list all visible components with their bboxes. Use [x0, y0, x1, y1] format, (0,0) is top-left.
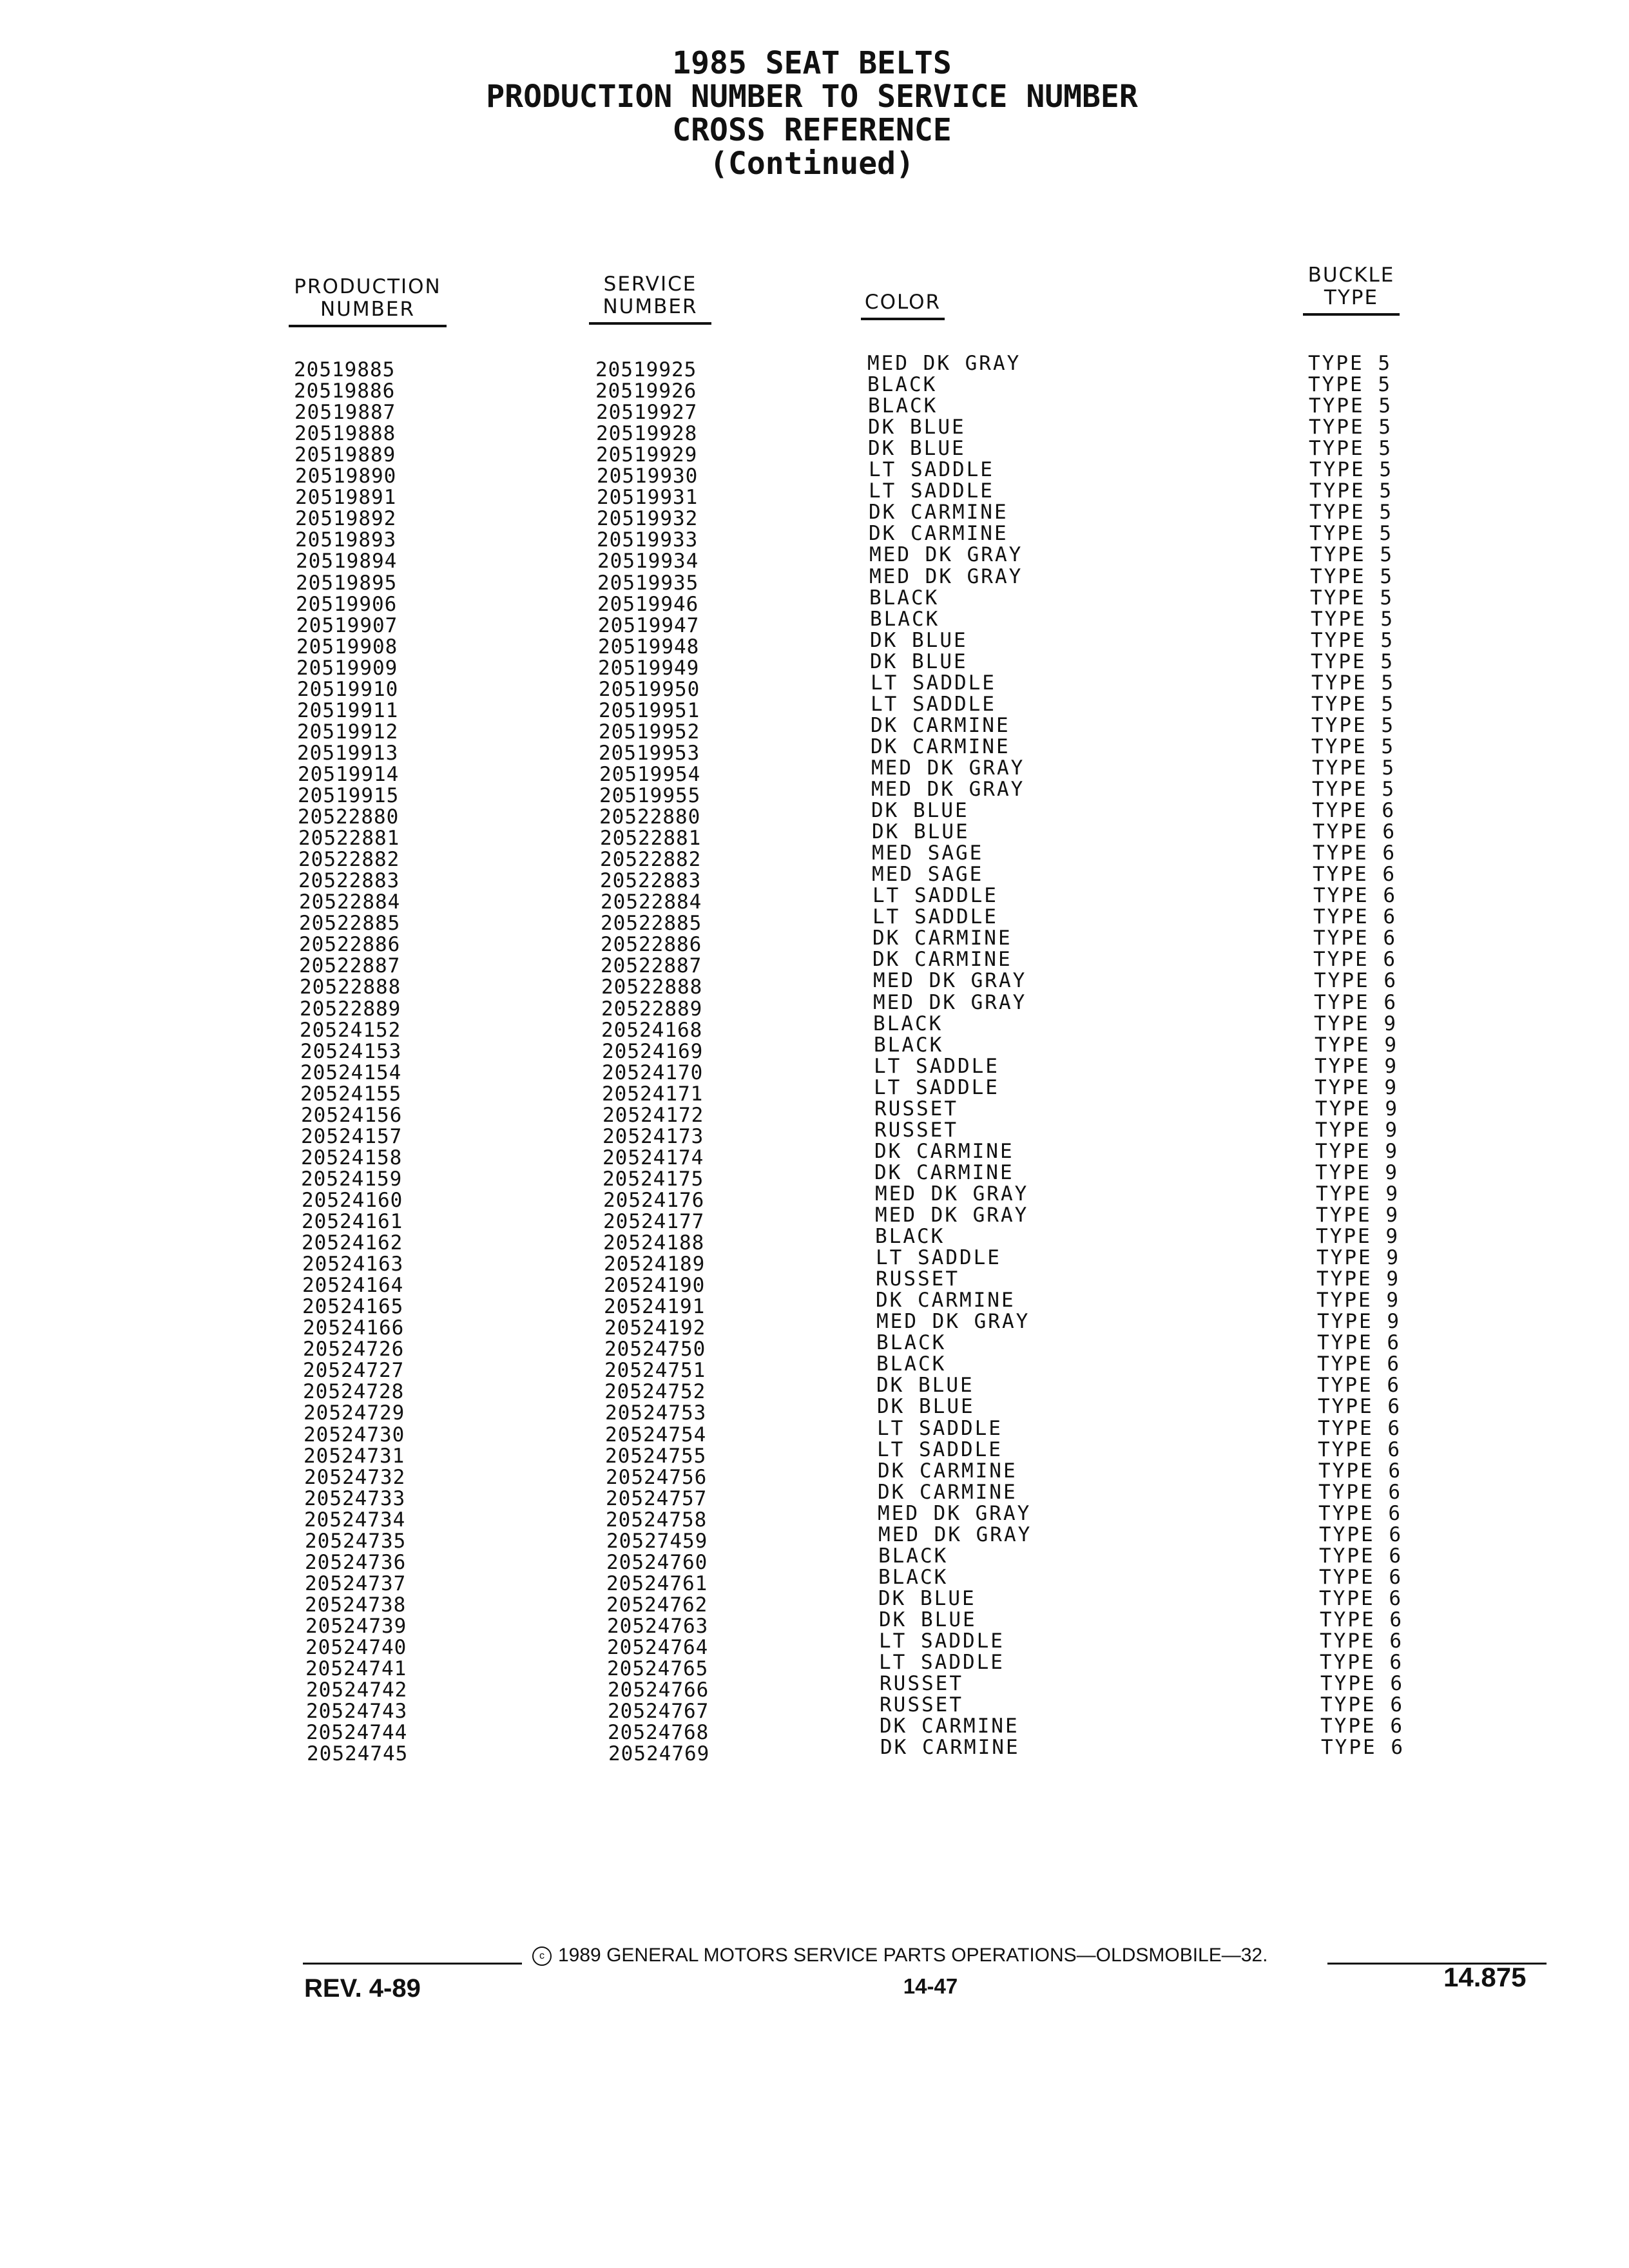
column-header-line: TYPE — [1324, 286, 1379, 309]
buckle-type-cell: TYPE 6 — [1320, 1715, 1404, 1738]
service-number-cell: 20519929 — [596, 443, 698, 466]
production-number-cell: 20519893 — [295, 528, 397, 552]
production-number-cell: 20524164 — [302, 1274, 404, 1297]
buckle-type-cell: TYPE 6 — [1314, 969, 1398, 992]
service-number-cell: 20524173 — [602, 1125, 704, 1148]
title-line-3: CROSS REFERENCE — [672, 112, 952, 148]
service-number-cell: 20522880 — [599, 805, 701, 829]
color-cell: MED DK GRAY — [871, 778, 1025, 801]
color-cell: MED DK GRAY — [873, 991, 1027, 1014]
service-number-cell: 20519934 — [597, 550, 699, 573]
service-number-cell: 20524171 — [602, 1082, 704, 1106]
buckle-type-cell: TYPE 5 — [1309, 479, 1393, 503]
buckle-type-cell: TYPE 6 — [1320, 1672, 1404, 1695]
title-line-4: (Continued) — [709, 146, 914, 182]
production-number-cell: 20519891 — [295, 486, 397, 509]
production-number-cell: 20522889 — [300, 997, 401, 1021]
production-number-cell: 20524743 — [306, 1700, 408, 1723]
production-number-cell: 20522885 — [299, 912, 401, 935]
service-number-cell: 20522882 — [600, 848, 702, 871]
color-cell: BLACK — [873, 1012, 943, 1035]
service-number-cell: 20524176 — [603, 1189, 705, 1212]
color-cell: LT SADDLE — [869, 458, 994, 481]
color-cell: DK CARMINE — [878, 1459, 1017, 1483]
color-cell: MED SAGE — [872, 841, 984, 865]
production-number-cell: 20519913 — [297, 742, 399, 765]
production-number-cell: 20524160 — [302, 1189, 403, 1212]
color-cell: LT SADDLE — [879, 1629, 1005, 1653]
production-number-cell: 20519894 — [296, 550, 398, 573]
service-number-cell: 20524761 — [606, 1572, 708, 1595]
buckle-type-cell: TYPE 5 — [1309, 522, 1393, 545]
color-cell: MED DK GRAY — [867, 352, 1021, 375]
service-number-cell: 20524754 — [605, 1423, 707, 1446]
service-number-cell: 20524769 — [608, 1742, 710, 1765]
buckle-type-cell: TYPE 5 — [1311, 629, 1394, 652]
buckle-type-cell: TYPE 9 — [1316, 1225, 1400, 1248]
production-number-cell: 20524741 — [305, 1657, 407, 1680]
column-header-line: NUMBER — [602, 295, 698, 318]
service-number-cell: 20524765 — [607, 1657, 709, 1680]
buckle-type-cell: TYPE 6 — [1313, 905, 1397, 928]
service-number-cell: 20524753 — [605, 1401, 707, 1425]
service-number-cell: 20519951 — [599, 699, 700, 722]
production-number-cell: 20524736 — [305, 1551, 407, 1574]
color-cell: MED DK GRAY — [871, 756, 1025, 780]
service-number-cell: 20522885 — [601, 912, 702, 935]
buckle-type-cell: TYPE 9 — [1314, 1012, 1398, 1035]
production-number-cell: 20519912 — [297, 720, 399, 744]
production-number-cell: 20519885 — [294, 358, 396, 381]
service-number-cell: 20519931 — [597, 486, 699, 509]
buckle-type-cell: TYPE 9 — [1316, 1182, 1400, 1206]
production-number-cell: 20519886 — [294, 380, 396, 403]
production-number-cell: 20522884 — [299, 890, 401, 914]
color-cell: MED DK GRAY — [878, 1502, 1032, 1525]
buckle-type-cell: TYPE 6 — [1313, 927, 1397, 950]
buckle-type-cell: TYPE 6 — [1313, 820, 1396, 843]
service-number-cell: 20524764 — [607, 1636, 709, 1659]
buckle-type-cell: TYPE 6 — [1320, 1693, 1404, 1716]
title-line-2: PRODUCTION NUMBER TO SERVICE NUMBER — [486, 79, 1138, 115]
buckle-type-cell: TYPE 5 — [1312, 756, 1396, 780]
buckle-type-cell: TYPE 6 — [1313, 884, 1397, 907]
color-cell: LT SADDLE — [877, 1417, 1003, 1440]
color-cell: DK BLUE — [876, 1374, 974, 1397]
color-cell: DK CARMINE — [871, 714, 1010, 737]
color-cell: DK CARMINE — [869, 501, 1008, 524]
service-number-cell: 20519928 — [596, 422, 698, 445]
buckle-type-cell: TYPE 9 — [1316, 1289, 1400, 1312]
production-number-cell: 20519915 — [298, 784, 400, 807]
color-cell: MED DK GRAY — [869, 565, 1023, 588]
service-number-cell: 20522886 — [601, 933, 702, 956]
color-cell: BLACK — [878, 1566, 949, 1589]
color-cell: MED DK GRAY — [875, 1182, 1029, 1206]
color-cell: BLACK — [870, 608, 940, 631]
production-number-cell: 20519910 — [297, 678, 399, 701]
color-cell: DK CARMINE — [880, 1715, 1019, 1738]
color-cell: RUSSET — [874, 1119, 958, 1142]
service-number-cell: 20522884 — [601, 890, 702, 914]
production-number-cell: 20522886 — [299, 933, 401, 956]
buckle-type-cell: TYPE 6 — [1318, 1438, 1402, 1461]
production-number-cell: 20524157 — [301, 1125, 403, 1148]
buckle-type-cell: TYPE 5 — [1311, 693, 1395, 716]
service-number-cell: 20524169 — [602, 1040, 704, 1063]
buckle-type-cell: TYPE 9 — [1315, 1161, 1399, 1184]
production-number-cell: 20524728 — [303, 1380, 405, 1403]
production-number-cell: 20524162 — [302, 1231, 403, 1254]
production-number-cell: 20524740 — [305, 1636, 407, 1659]
buckle-type-cell: TYPE 5 — [1311, 714, 1395, 737]
production-number-cell: 20524733 — [304, 1487, 406, 1510]
color-cell: DK BLUE — [877, 1395, 975, 1418]
buckle-type-cell: TYPE 5 — [1311, 671, 1395, 695]
column-header-line: NUMBER — [320, 298, 416, 321]
table-row — [0, 1736, 1629, 1765]
buckle-type-cell: TYPE 5 — [1310, 543, 1394, 566]
color-cell: BLACK — [876, 1331, 947, 1354]
service-number-cell: 20524767 — [608, 1700, 709, 1723]
color-cell: LT SADDLE — [874, 1076, 999, 1099]
buckle-type-cell: TYPE 6 — [1319, 1587, 1403, 1610]
service-number-cell: 20519926 — [595, 380, 697, 403]
buckle-type-cell: TYPE 9 — [1315, 1055, 1398, 1078]
buckle-type-cell: TYPE 5 — [1310, 565, 1394, 588]
service-number-cell: 20524191 — [604, 1295, 706, 1318]
production-number-cell: 20519892 — [295, 507, 397, 530]
service-number-cell: 20519950 — [599, 678, 700, 701]
color-cell: MED SAGE — [872, 863, 984, 886]
service-number-cell: 20524755 — [605, 1445, 707, 1468]
color-cell: DK CARMINE — [872, 927, 1012, 950]
buckle-type-cell: TYPE 5 — [1310, 586, 1394, 610]
buckle-type-cell: TYPE 6 — [1314, 991, 1398, 1014]
production-number-cell: 20524159 — [301, 1168, 403, 1191]
service-number-cell: 20524763 — [607, 1615, 709, 1638]
color-cell: LT SADDLE — [879, 1651, 1005, 1674]
service-number-cell: 20519946 — [597, 593, 699, 616]
title-line-1: 1985 SEAT BELTS — [672, 45, 952, 81]
buckle-type-cell: TYPE 9 — [1315, 1033, 1398, 1057]
color-cell: MED DK GRAY — [869, 543, 1023, 566]
service-number-cell: 20519955 — [599, 784, 701, 807]
color-cell: DK BLUE — [871, 799, 969, 822]
service-number-cell: 20524189 — [604, 1253, 706, 1276]
production-number-cell: 20524163 — [302, 1253, 404, 1276]
buckle-type-cell: TYPE 6 — [1318, 1481, 1402, 1504]
color-cell: RUSSET — [876, 1267, 959, 1291]
color-cell: LT SADDLE — [872, 884, 998, 907]
copyright-symbol: c — [532, 1946, 552, 1966]
color-cell: MED DK GRAY — [875, 1204, 1029, 1227]
color-cell: BLACK — [874, 1033, 944, 1057]
color-cell: DK CARMINE — [872, 948, 1012, 971]
color-cell: LT SADDLE — [874, 1055, 999, 1078]
production-number-cell: 20524165 — [302, 1295, 404, 1318]
service-number-cell: 20519949 — [598, 657, 700, 680]
buckle-type-cell: TYPE 6 — [1312, 799, 1396, 822]
production-number-cell: 20519889 — [294, 443, 396, 466]
production-number-cell: 20524731 — [304, 1445, 405, 1468]
color-cell: MED DK GRAY — [876, 1310, 1030, 1333]
color-cell: DK CARMINE — [878, 1481, 1017, 1504]
production-number-cell: 20522882 — [298, 848, 400, 871]
color-cell: DK CARMINE — [871, 735, 1010, 758]
buckle-type-cell: TYPE 6 — [1313, 863, 1396, 886]
service-number-cell: 20522888 — [601, 975, 703, 999]
service-number-cell: 20519925 — [595, 358, 697, 381]
production-number-cell: 20524155 — [300, 1082, 402, 1106]
buckle-type-cell: TYPE 5 — [1311, 608, 1394, 631]
color-cell: BLACK — [867, 373, 938, 396]
production-number-cell: 20519888 — [294, 422, 396, 445]
service-number-cell: 20524168 — [601, 1019, 703, 1042]
color-cell: DK BLUE — [868, 416, 966, 439]
color-cell: DK BLUE — [872, 820, 970, 843]
service-number-cell: 20519933 — [597, 528, 699, 552]
service-number-cell: 20519954 — [599, 763, 701, 786]
color-cell: LT SADDLE — [869, 479, 994, 503]
column-header-line: PRODUCTION — [294, 275, 441, 298]
service-number-cell: 20519930 — [597, 465, 699, 488]
production-number-cell: 20524727 — [303, 1359, 405, 1382]
buckle-type-cell: TYPE 9 — [1315, 1140, 1399, 1163]
buckle-type-cell: TYPE 6 — [1313, 948, 1397, 971]
production-number-cell: 20524745 — [307, 1742, 409, 1765]
service-number-cell: 20522889 — [601, 997, 703, 1021]
color-cell: LT SADDLE — [876, 1246, 1001, 1269]
color-cell: DK CARMINE — [880, 1736, 1020, 1759]
buckle-type-cell: TYPE 5 — [1309, 437, 1393, 460]
production-number-cell: 20519911 — [297, 699, 399, 722]
color-cell: DK CARMINE — [876, 1289, 1016, 1312]
color-cell: BLACK — [876, 1352, 947, 1376]
color-cell: RUSSET — [880, 1693, 963, 1716]
service-number-cell: 20524190 — [604, 1274, 706, 1297]
production-number-cell: 20524156 — [301, 1104, 403, 1127]
footer-rule-left — [303, 1963, 522, 1965]
buckle-type-cell: TYPE 6 — [1317, 1331, 1401, 1354]
production-number-cell: 20524744 — [306, 1721, 408, 1744]
production-number-cell: 20519906 — [296, 593, 398, 616]
color-cell: BLACK — [868, 394, 938, 418]
production-number-cell: 20524738 — [305, 1593, 407, 1617]
service-number-cell: 20527459 — [606, 1530, 708, 1553]
color-cell: DK BLUE — [878, 1587, 976, 1610]
service-number-cell: 20522881 — [600, 827, 702, 850]
production-number-cell: 20524742 — [306, 1678, 408, 1702]
color-cell: LT SADDLE — [877, 1438, 1003, 1461]
buckle-type-cell: TYPE 5 — [1308, 373, 1392, 396]
production-number-cell: 20524158 — [301, 1146, 403, 1169]
production-number-cell: 20524730 — [304, 1423, 405, 1446]
service-number-cell: 20524768 — [608, 1721, 709, 1744]
production-number-cell: 20522888 — [300, 975, 401, 999]
color-cell: DK BLUE — [868, 437, 966, 460]
page-number: 14-47 — [903, 1974, 958, 1998]
production-number-cell: 20524153 — [300, 1040, 402, 1063]
color-cell: DK CARMINE — [869, 522, 1008, 545]
service-number-cell: 20519927 — [596, 401, 698, 424]
production-number-cell: 20519908 — [296, 635, 398, 658]
color-cell: DK CARMINE — [874, 1140, 1014, 1163]
buckle-type-cell: TYPE 9 — [1316, 1267, 1400, 1291]
service-number-cell: 20522887 — [601, 954, 702, 977]
service-number-cell: 20524175 — [602, 1168, 704, 1191]
buckle-type-cell: TYPE 6 — [1319, 1566, 1403, 1589]
service-number-cell: 20524192 — [604, 1316, 706, 1340]
buckle-type-cell: TYPE 6 — [1318, 1395, 1402, 1418]
buckle-type-cell: TYPE 5 — [1309, 501, 1393, 524]
copyright-notice — [532, 1945, 1325, 1966]
buckle-type-cell: TYPE 6 — [1319, 1544, 1403, 1568]
service-number-cell: 20519947 — [598, 614, 700, 637]
service-number-cell: 20524757 — [606, 1487, 708, 1510]
buckle-type-cell: TYPE 9 — [1317, 1310, 1401, 1333]
service-number-cell: 20524766 — [608, 1678, 709, 1702]
production-number-cell: 20524726 — [303, 1338, 405, 1361]
production-number-cell: 20522883 — [298, 869, 400, 892]
section-number: 14.875 — [1443, 1962, 1527, 1992]
production-number-cell: 20519914 — [298, 763, 400, 786]
production-number-cell: 20524735 — [305, 1530, 407, 1553]
production-number-cell: 20524154 — [300, 1061, 402, 1084]
service-number-cell: 20519948 — [598, 635, 700, 658]
color-cell: RUSSET — [880, 1672, 963, 1695]
color-cell: DK BLUE — [870, 629, 968, 652]
service-number-cell: 20524756 — [606, 1466, 708, 1489]
buckle-type-cell: TYPE 6 — [1320, 1651, 1403, 1674]
service-number-cell: 20519932 — [597, 507, 699, 530]
service-number-cell: 20524188 — [603, 1231, 705, 1254]
color-cell: MED DK GRAY — [878, 1523, 1032, 1546]
buckle-type-cell: TYPE 6 — [1318, 1502, 1402, 1525]
production-number-cell: 20524734 — [304, 1508, 406, 1532]
production-number-cell: 20522887 — [299, 954, 401, 977]
buckle-type-cell: TYPE 6 — [1318, 1417, 1402, 1440]
service-number-cell: 20524752 — [604, 1380, 706, 1403]
copyright-text: 1989 GENERAL MOTORS SERVICE PARTS OPERATIONS—OLDSMOBILE—32. — [558, 1945, 1268, 1966]
buckle-type-cell: TYPE 5 — [1309, 394, 1393, 418]
buckle-type-cell: TYPE 5 — [1311, 650, 1394, 673]
color-cell: MED DK GRAY — [873, 969, 1027, 992]
production-number-cell: 20519909 — [296, 657, 398, 680]
buckle-type-cell: TYPE 6 — [1320, 1629, 1403, 1653]
service-number-cell: 20519952 — [599, 720, 700, 744]
production-number-cell: 20519887 — [294, 401, 396, 424]
production-number-cell: 20524739 — [305, 1615, 407, 1638]
service-number-cell: 20524172 — [602, 1104, 704, 1127]
production-number-cell: 20522880 — [298, 805, 400, 829]
color-cell: DK BLUE — [879, 1608, 977, 1631]
revision-label: REV. 4-89 — [304, 1974, 421, 2003]
buckle-type-cell: TYPE 6 — [1320, 1608, 1403, 1631]
service-number-cell: 20524177 — [603, 1210, 705, 1233]
service-number-cell: 20519953 — [599, 742, 700, 765]
column-header-line: SERVICE — [603, 273, 697, 296]
service-number-cell: 20524750 — [604, 1338, 706, 1361]
service-number-cell: 20522883 — [600, 869, 702, 892]
color-cell: BLACK — [878, 1544, 949, 1568]
service-number-cell: 20519935 — [597, 572, 699, 595]
color-cell: LT SADDLE — [871, 693, 996, 716]
buckle-type-cell: TYPE 6 — [1319, 1523, 1403, 1546]
buckle-type-cell: TYPE 6 — [1317, 1352, 1401, 1376]
column-header-line: COLOR — [864, 291, 941, 314]
production-number-cell: 20519895 — [296, 572, 398, 595]
buckle-type-cell: TYPE 9 — [1315, 1097, 1399, 1120]
buckle-type-cell: TYPE 9 — [1315, 1119, 1399, 1142]
production-number-cell: 20519907 — [296, 614, 398, 637]
color-cell: RUSSET — [874, 1097, 958, 1120]
buckle-type-cell: TYPE 6 — [1317, 1374, 1401, 1397]
buckle-type-cell: TYPE 5 — [1312, 778, 1396, 801]
production-number-cell: 20524161 — [302, 1210, 403, 1233]
service-number-cell: 20524170 — [602, 1061, 704, 1084]
production-number-cell: 20524166 — [303, 1316, 405, 1340]
service-number-cell: 20524758 — [606, 1508, 708, 1532]
service-number-cell: 20524760 — [606, 1551, 708, 1574]
color-cell: BLACK — [869, 586, 940, 610]
production-number-cell: 20524152 — [300, 1019, 401, 1042]
buckle-type-cell: TYPE 5 — [1311, 735, 1395, 758]
production-number-cell: 20524737 — [305, 1572, 407, 1595]
production-number-cell: 20524729 — [304, 1401, 405, 1425]
color-cell: LT SADDLE — [872, 905, 998, 928]
production-number-cell: 20522881 — [298, 827, 400, 850]
buckle-type-cell: TYPE 5 — [1308, 352, 1392, 375]
buckle-type-cell: TYPE 5 — [1309, 458, 1393, 481]
color-cell: BLACK — [875, 1225, 945, 1248]
service-number-cell: 20524174 — [602, 1146, 704, 1169]
buckle-type-cell: TYPE 6 — [1321, 1736, 1405, 1759]
buckle-type-cell: TYPE 6 — [1318, 1459, 1402, 1483]
production-number-cell: 20519890 — [295, 465, 397, 488]
color-cell: DK BLUE — [870, 650, 968, 673]
production-number-cell: 20524732 — [304, 1466, 406, 1489]
buckle-type-cell: TYPE 9 — [1316, 1204, 1400, 1227]
color-cell: LT SADDLE — [871, 671, 996, 695]
service-number-cell: 20524762 — [606, 1593, 708, 1617]
buckle-type-cell: TYPE 6 — [1313, 841, 1396, 865]
column-header-line: BUCKLE — [1307, 264, 1395, 287]
color-cell: DK CARMINE — [874, 1161, 1014, 1184]
buckle-type-cell: TYPE 9 — [1316, 1246, 1400, 1269]
buckle-type-cell: TYPE 9 — [1315, 1076, 1398, 1099]
buckle-type-cell: TYPE 5 — [1309, 416, 1393, 439]
service-number-cell: 20524751 — [604, 1359, 706, 1382]
